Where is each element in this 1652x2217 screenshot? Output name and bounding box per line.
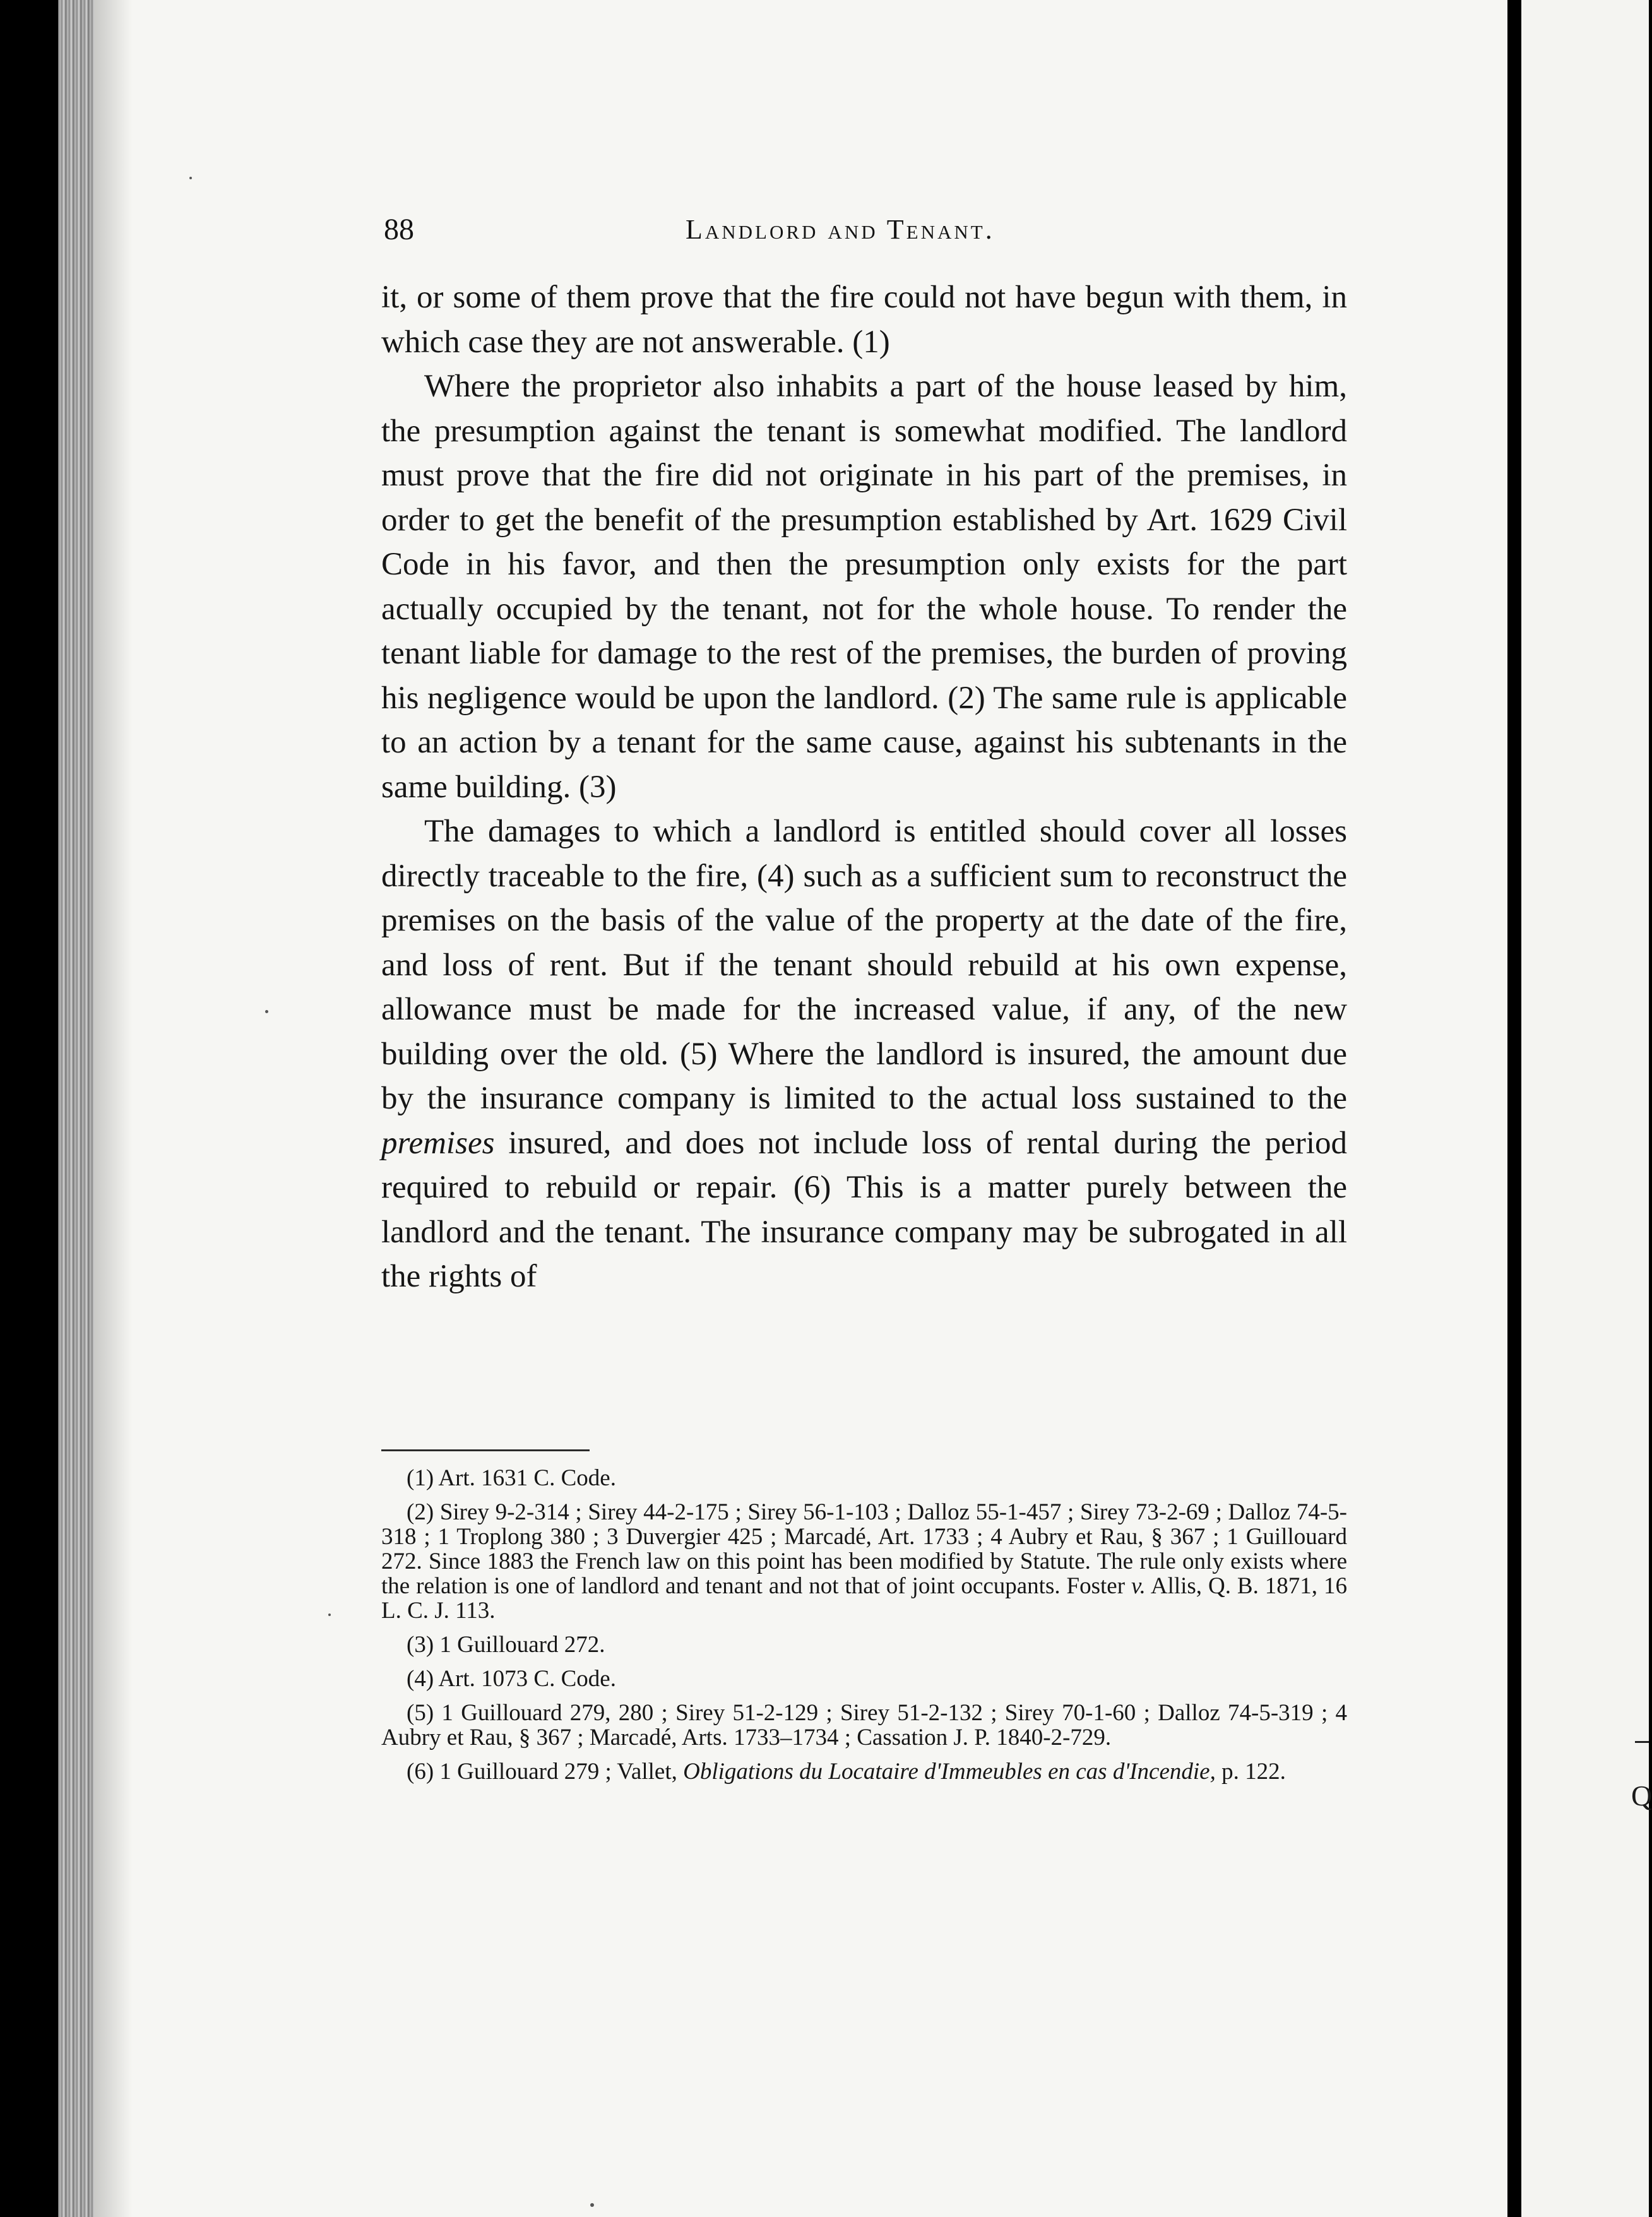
book-binding-edge [58, 0, 95, 2217]
running-head [384, 212, 1343, 250]
footnote-divider [381, 1449, 590, 1451]
footnotes [381, 1466, 1347, 1793]
paragraph-1: it, or some of them prove that the fire could not have begun with them, in which case they are not answerable. (1) [381, 280, 1347, 360]
footnote-3: (3) 1 Guillouard 272. [407, 1632, 605, 1658]
gutter-shadow [95, 0, 133, 2217]
footnote-4: (4) Art. 1073 C. Code. [407, 1666, 616, 1692]
paragraph-3-italic: premises [381, 1125, 495, 1161]
footnote-6-italic: Obligations du Locataire d'Immeubles en cas d'Incendie, [683, 1759, 1216, 1785]
speck [590, 2203, 594, 2207]
footnote-6 [381, 1759, 1347, 1784]
facing-page-letter: Q [1631, 1780, 1652, 1812]
footnote-2-part-b: Allis, Q. B. 1871, 16 L. C. J. 113. [381, 1573, 1347, 1624]
footnote-2-versus: v. [1131, 1573, 1146, 1599]
footnote-5: (5) 1 Guillouard 279, 280 ; Sirey 51-2-129 ; Sirey 51-2-132 ; Sirey 70-1-60 ; Dalloz 74-5-319 ; 4 Aubry et Rau, § 367 ; Marcadé, Arts. 1733–1734 ; Cassation J. P. 1840-2-729. [381, 1700, 1347, 1750]
footnote-2 [381, 1500, 1347, 1623]
footnote-1: (1) Art. 1631 C. Code. [407, 1465, 616, 1491]
speck [328, 1614, 331, 1616]
footnote-6-part-a: (6) 1 Guillouard 279 ; Vallet, [407, 1759, 677, 1785]
paragraph-3-part-a: The damages to which a landlord is entitled should cover all losses directly traceable to the fire, (4) such as a sufficient sum to reconstruct the premises on the basis of the value of the property at the date of the fire, and loss of rent. But if the tenant should rebuild at his own expense, allowance must be made for the increased value, if any, of the new building over the old. (5) Where the landlord is insured, the amount due by the insurance company is limited to the actual loss sustained to the [381, 814, 1347, 1116]
body-text [381, 275, 1347, 1299]
paragraph-2: Where the proprietor also inhabits a part of the house leased by him, the presumption against the tenant is somewhat modified. The landlord must prove that the fire did not originate in his part of the premises, in order to get the benefit of the presumption established by Art. 1629 Civil Code in his favor, and then the presumption only exists for the part actually occupied by the tenant, not for the whole house. To render the tenant liable for damage to the rest of the premises, the burden of proving his negligence would be upon the landlord. (2) The same rule is applicable to an action by a tenant for the same cause, against his subtenants in the same building. (3) [381, 369, 1347, 805]
paragraph-3 [381, 809, 1347, 1299]
speck [265, 1010, 268, 1013]
paragraph-3-part-b: insured, and does not include loss of rental during the period required to rebuild or repair. (6) This is a matter purely between the landlord and the tenant. The insurance company may be subrogated in all the rights of [381, 1125, 1347, 1294]
page-number: 88 [384, 213, 414, 246]
running-title: Landlord and Tenant. [686, 214, 995, 245]
facing-page-edge [1521, 0, 1649, 2217]
footnote-2-part-a: (2) Sirey 9-2-314 ; Sirey 44-2-175 ; Sirey 56-1-103 ; Dalloz 55-1-457 ; Sirey 73-2-69 ; Dalloz 74-5-318 ; 1 Troplong 380 ; 3 Duvergier 425 ; Marcadé, Art. 1733 ; 4 Aubry et Rau, § 367 ; 1 Guillouard 272. Since 1883 the French law on this point has been modified by Statute. The rule only exists where the relation is one of landlord and tenant and not that of joint occupants. Foster [381, 1499, 1347, 1599]
facing-page-dash [1635, 1741, 1649, 1743]
footnote-6-part-b: p. 122. [1221, 1759, 1286, 1785]
speck [189, 177, 192, 179]
